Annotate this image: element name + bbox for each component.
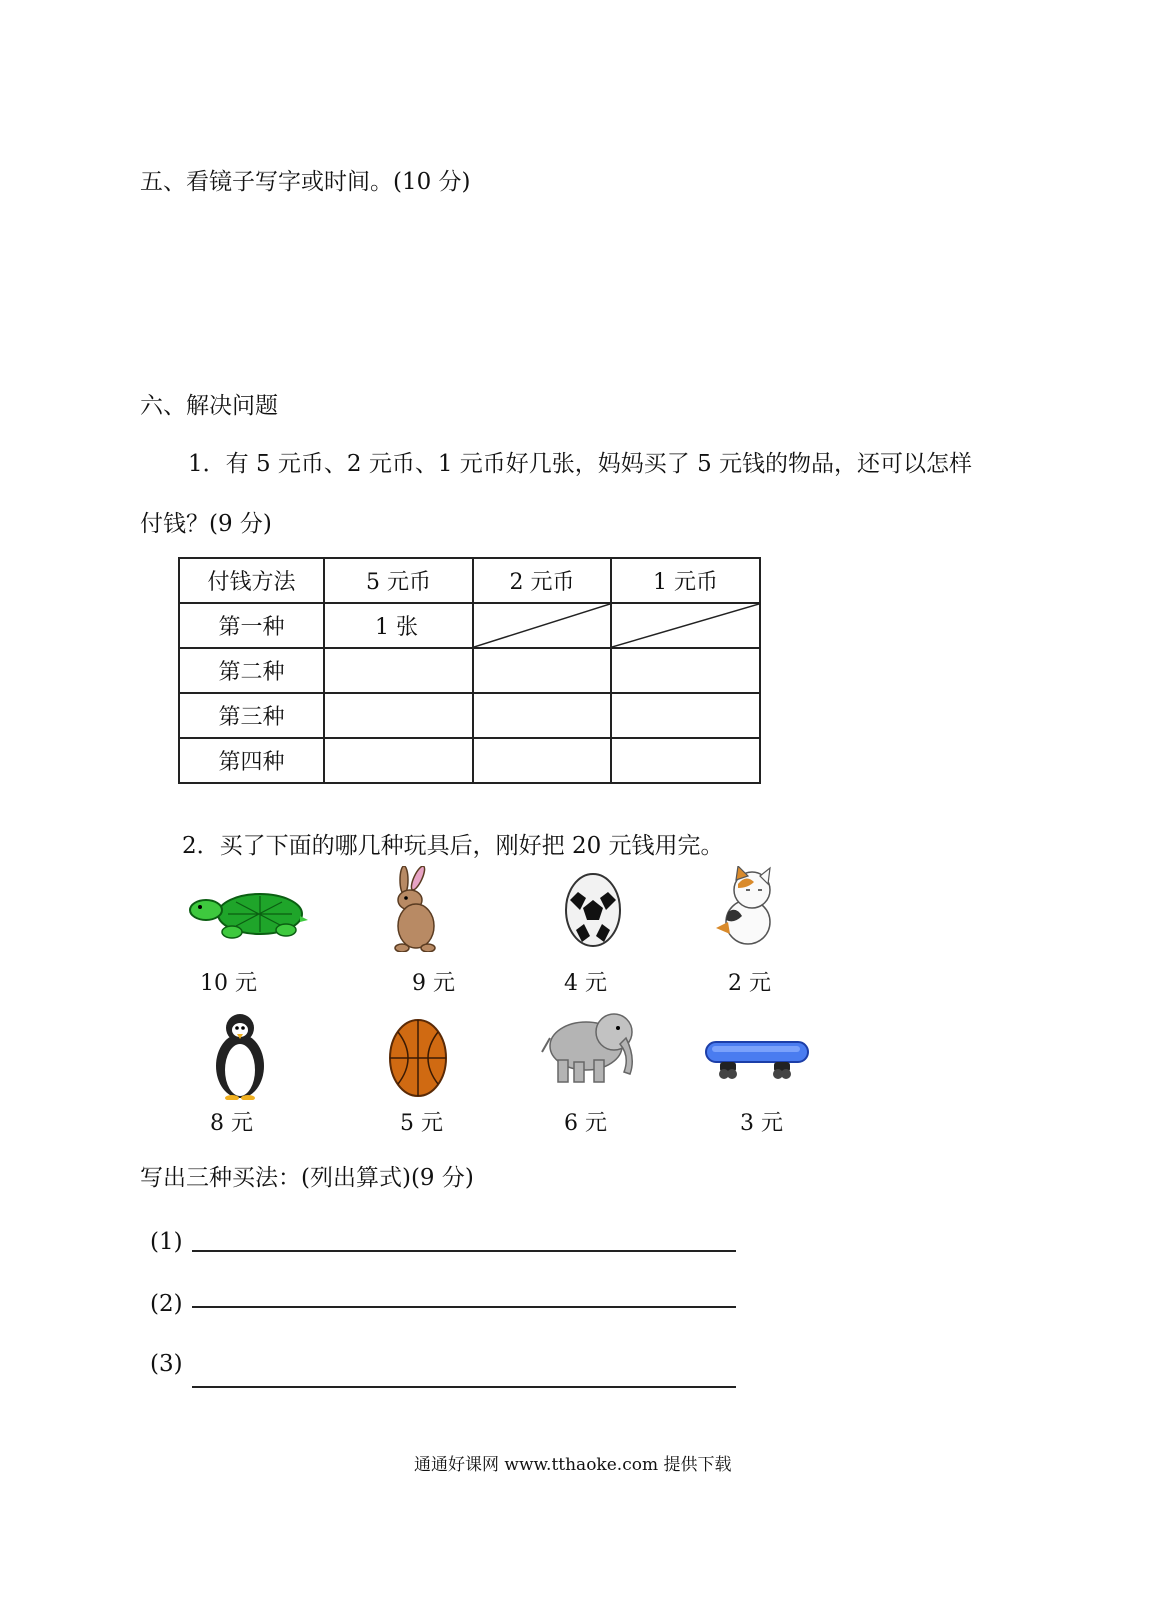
rabbit-icon — [388, 866, 442, 952]
table-cell[interactable] — [473, 738, 611, 783]
answer-instruction: 写出三种买法：(列出算式)(9 分) — [140, 1165, 474, 1191]
answer-line-1[interactable] — [192, 1250, 736, 1252]
toy-price: 5 元 — [400, 1111, 443, 1136]
question-1-line-1: 1．有 5 元币、2 元币、1 元币好几张，妈妈买了 5 元钱的物品，还可以怎样 — [188, 451, 973, 477]
table-cell[interactable] — [473, 648, 611, 693]
table-row — [179, 693, 760, 738]
section-6-title: 六、解决问题 — [140, 393, 278, 419]
table-row — [179, 603, 760, 648]
soccer-ball-icon — [564, 872, 622, 948]
toy-price: 9 元 — [412, 971, 455, 996]
table-header: 2 元币 — [473, 558, 611, 603]
row-label: 第四种 — [179, 738, 324, 783]
row-label: 第一种 — [179, 603, 324, 648]
table-header: 5 元币 — [324, 558, 473, 603]
toy-price: 3 元 — [740, 1111, 783, 1136]
payment-table — [178, 557, 761, 784]
answer-label: (3) — [150, 1351, 183, 1377]
elephant-icon — [540, 1008, 640, 1086]
table-row — [179, 648, 760, 693]
section-5-title: 五、看镜子写字或时间。(10 分) — [140, 169, 471, 195]
row-label: 第三种 — [179, 693, 324, 738]
answer-line-2[interactable] — [192, 1306, 736, 1308]
table-cell: 1 张 — [324, 603, 473, 648]
table-cell[interactable] — [611, 693, 760, 738]
table-cell[interactable] — [611, 648, 760, 693]
table-row — [179, 738, 760, 783]
question-1-line-2: 付钱？(9 分) — [140, 511, 272, 537]
table-header: 1 元币 — [611, 558, 760, 603]
table-cell[interactable] — [324, 648, 473, 693]
crossed-cell — [611, 603, 760, 648]
penguin-icon — [210, 1010, 270, 1100]
toy-price: 10 元 — [200, 971, 257, 996]
answer-label: (2) — [150, 1291, 183, 1317]
answer-label: (1) — [150, 1229, 183, 1255]
table-cell[interactable] — [324, 738, 473, 783]
basketball-icon — [388, 1018, 448, 1098]
row-label: 第二种 — [179, 648, 324, 693]
skateboard-icon — [702, 1034, 812, 1084]
diagonal-line — [474, 604, 610, 647]
table-cell[interactable] — [611, 738, 760, 783]
footer-text: 通通好课网 www.tthaoke.com 提供下载 — [414, 1455, 732, 1475]
table-cell[interactable] — [473, 693, 611, 738]
turtle-icon — [182, 880, 308, 948]
answer-line-3[interactable] — [192, 1386, 736, 1388]
diagonal-line — [612, 604, 759, 647]
table-header: 付钱方法 — [179, 558, 324, 603]
toy-price: 2 元 — [728, 971, 771, 996]
toy-price: 4 元 — [564, 971, 607, 996]
toy-price: 8 元 — [210, 1111, 253, 1136]
table-header-row — [179, 558, 760, 603]
crossed-cell — [473, 603, 611, 648]
table-cell[interactable] — [324, 693, 473, 738]
cat-icon — [710, 866, 778, 948]
question-2-text: 2．买了下面的哪几种玩具后，刚好把 20 元钱用完。 — [182, 833, 724, 859]
toy-price: 6 元 — [564, 1111, 607, 1136]
